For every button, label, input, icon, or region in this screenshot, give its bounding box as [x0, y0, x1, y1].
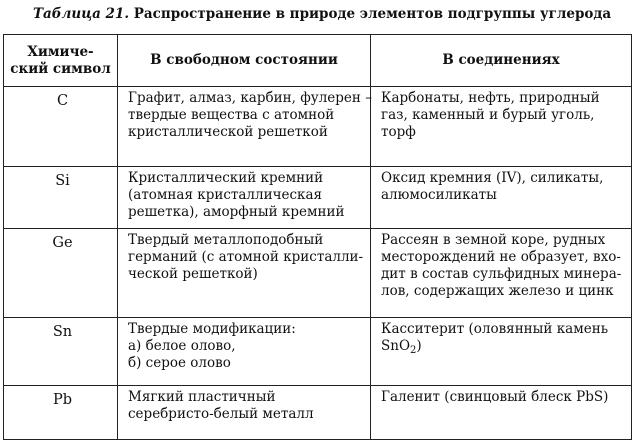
table-row [4, 167, 632, 229]
table-row [4, 318, 632, 386]
header-free-state: В свободном состоянии [118, 35, 371, 87]
header-symbol: Химиче- ский символ [4, 35, 118, 87]
table-caption-text: Распространение в природе элементов подгруппы углерода [133, 6, 612, 22]
compounds-cell: Касситерит (оловянный камень SnO$_2$) [371, 318, 632, 386]
table-header-row [4, 35, 632, 87]
tin-oxide-formula: SnO$_2$) [381, 338, 422, 356]
free-state-cell: Графит, алмаз, карбин, фулерен – твердые вещества с атомной кристаллической решеткой [118, 87, 371, 167]
element-symbol: Sn [4, 318, 118, 386]
free-state-cell: Мягкий пластичный серебристо-белый металл [118, 386, 371, 440]
table-caption-number: Таблица 21. [33, 6, 130, 22]
table-row [4, 87, 632, 167]
elements-table [3, 34, 632, 440]
compounds-cell: Галенит (свинцовый блеск PbS) [371, 386, 632, 440]
free-state-cell: Кристаллический кремний (атомная кристаллическая решетка), аморфный кремний [118, 167, 371, 229]
table-row [4, 386, 632, 440]
element-symbol: Si [4, 167, 118, 229]
table-caption [33, 6, 611, 22]
element-symbol: Ge [4, 229, 118, 318]
element-symbol: Pb [4, 386, 118, 440]
compounds-cell: Оксид кремния (IV), силикаты, алюмосиликаты [371, 167, 632, 229]
compounds-cell: Рассеян в земной коре, рудных месторождений не образует, вхо- дит в состав сульфидных минера- лов, содержащих железо и цинк [371, 229, 632, 318]
header-compounds: В соединениях [371, 35, 632, 87]
table-row [4, 229, 632, 318]
free-state-cell: Твердые модификации: а) белое олово, б) серое олово [118, 318, 371, 386]
compounds-cell: Карбонаты, нефть, природный газ, каменный и бурый уголь, торф [371, 87, 632, 167]
free-state-cell: Твердый металлоподобный германий (с атомной кристалли- ческой решеткой) [118, 229, 371, 318]
element-symbol: C [4, 87, 118, 167]
